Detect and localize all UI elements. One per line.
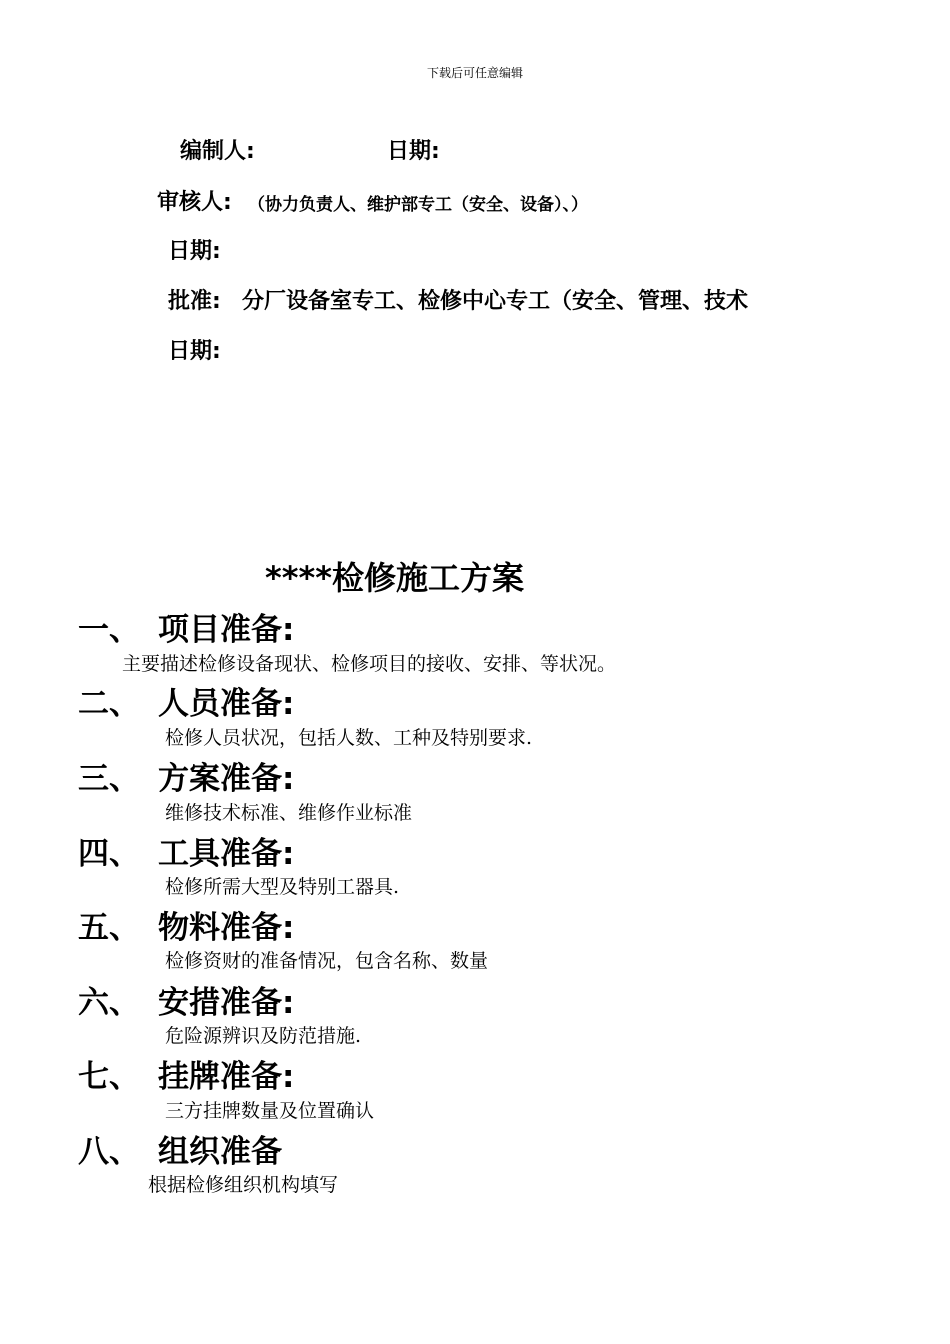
- section-number: 六、: [78, 985, 140, 1021]
- section-title: 方案准备:: [158, 761, 295, 797]
- section-title: 组织准备: [158, 1134, 282, 1170]
- section-title: 工具准备:: [158, 836, 295, 872]
- section-title: 人员准备:: [158, 686, 295, 722]
- document-title: ****检修施工方案: [265, 559, 524, 597]
- approval-label: 批准:: [168, 289, 221, 314]
- section-number: 八、: [78, 1134, 140, 1170]
- section-number: 七、: [78, 1059, 140, 1095]
- section-title: 安措准备:: [158, 985, 295, 1021]
- section-heading: [78, 753, 294, 798]
- section-heading: [78, 1126, 282, 1171]
- editor-date-label: 日期:: [387, 139, 440, 164]
- editor-label: 编制人:: [180, 139, 255, 164]
- section-heading: [78, 902, 294, 947]
- section-heading: [78, 977, 294, 1022]
- section-heading: [78, 604, 294, 649]
- page-header-note: 下载后可任意编辑: [426, 66, 523, 80]
- section-body: 检修所需大型及特别工器具.: [165, 876, 400, 898]
- reviewer-label: 审核人:: [157, 190, 232, 215]
- section-number: 四、: [78, 836, 140, 872]
- section-body: 检修资财的准备情况，包含名称、数量: [165, 950, 489, 972]
- section-body: 主要描述检修设备现状、检修项目的接收、安排、等状况。: [122, 653, 617, 675]
- section-title: 项目准备:: [158, 612, 295, 648]
- section-body: 危险源辨识及防范措施.: [165, 1025, 362, 1047]
- section-title: 挂牌准备:: [158, 1059, 295, 1095]
- reviewer-date-label: 日期:: [168, 239, 221, 264]
- approval-note: 分厂设备室专工、检修中心专工（安全、管理、技术: [242, 289, 749, 314]
- reviewer-note: （协力负责人、维护部专工（安全、设备）、）: [248, 195, 588, 215]
- section-number: 五、: [78, 910, 140, 946]
- section-body: 维修技术标准、维修作业标准: [165, 802, 413, 824]
- approval-date-label: 日期:: [168, 339, 221, 364]
- section-body: 三方挂牌数量及位置确认: [165, 1100, 375, 1122]
- section-number: 二、: [78, 686, 140, 722]
- section-body: 检修人员状况，包括人数、工种及特别要求.: [165, 727, 533, 749]
- section-number: 三、: [78, 761, 140, 797]
- section-title: 物料准备:: [158, 910, 295, 946]
- section-heading: [78, 1051, 294, 1096]
- section-number: 一、: [78, 612, 140, 648]
- section-body: 根据检修组织机构填写: [148, 1174, 339, 1196]
- section-heading: [78, 678, 294, 723]
- section-heading: [78, 828, 294, 873]
